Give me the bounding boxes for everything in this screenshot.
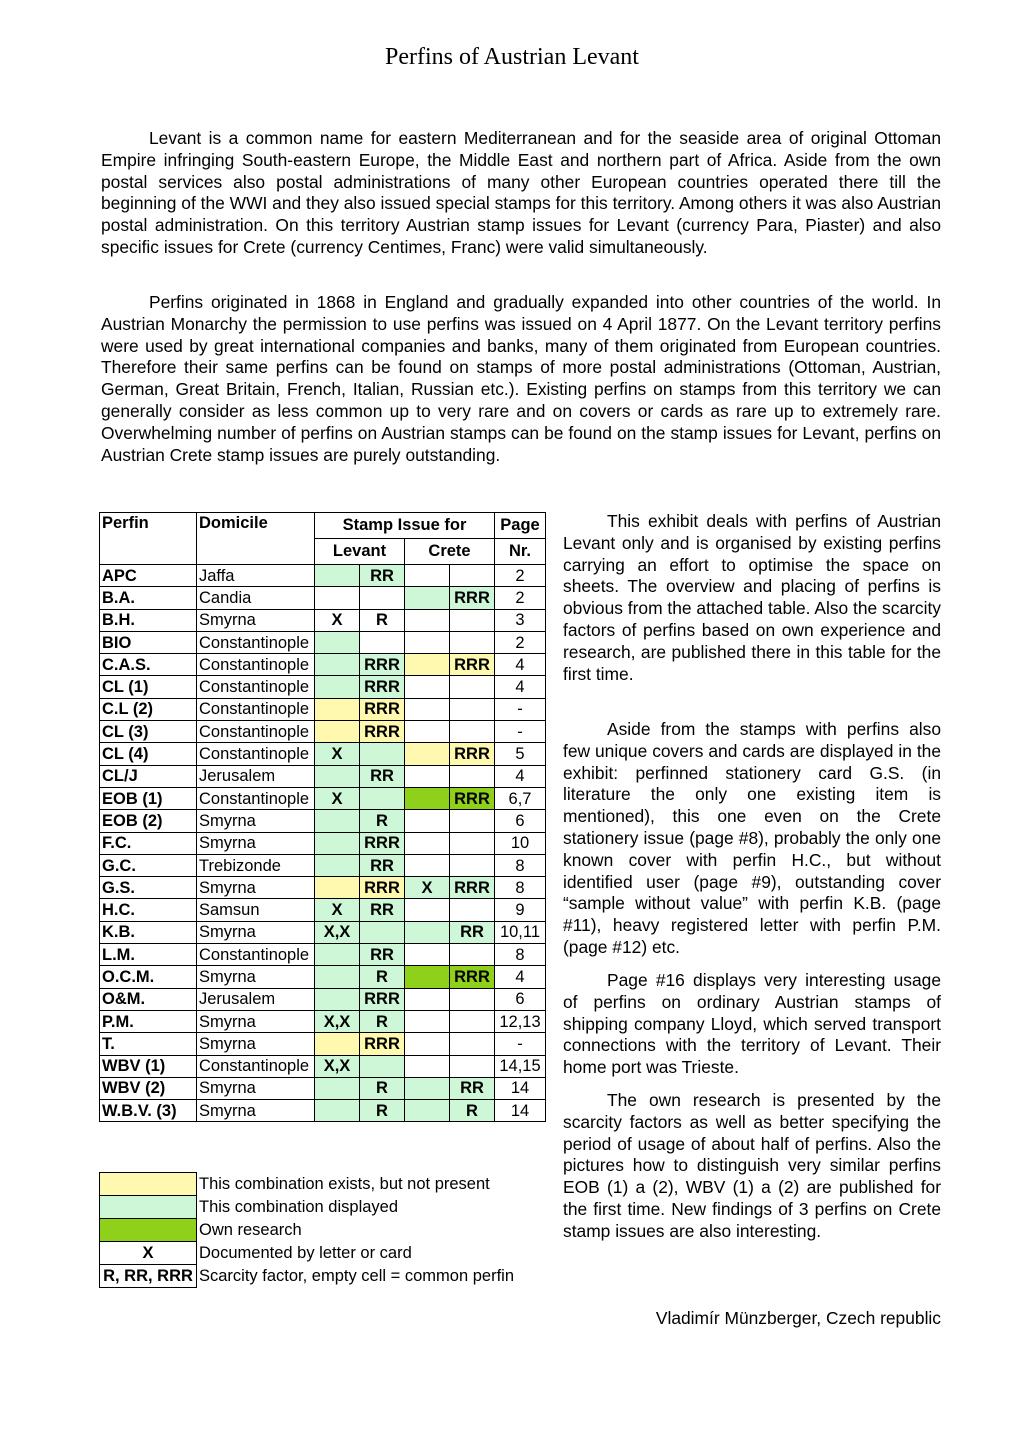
crete-cell bbox=[450, 565, 495, 587]
legend-label: This combination displayed bbox=[199, 1197, 399, 1216]
domicile-cell: Smyrna bbox=[197, 609, 315, 631]
header-page-nr: Nr. bbox=[495, 539, 546, 565]
domicile-cell: Smyrna bbox=[197, 921, 315, 943]
table-row bbox=[100, 765, 546, 787]
levant-cell: RR bbox=[360, 944, 405, 966]
page-cell: 14 bbox=[495, 1100, 546, 1122]
perfin-cell: K.B. bbox=[100, 921, 197, 943]
table-row bbox=[100, 966, 546, 988]
crete-cell bbox=[450, 631, 495, 653]
crete-cell bbox=[405, 944, 450, 966]
table-row bbox=[100, 631, 546, 653]
legend-swatch: R, RR, RRR bbox=[100, 1265, 197, 1288]
levant-cell bbox=[315, 587, 360, 609]
table-row bbox=[100, 832, 546, 854]
table-row bbox=[100, 787, 546, 809]
page-cell: 4 bbox=[495, 654, 546, 676]
levant-cell: RRR bbox=[360, 676, 405, 698]
levant-cell: RR bbox=[360, 899, 405, 921]
crete-cell: X bbox=[405, 877, 450, 899]
levant-cell: X bbox=[315, 899, 360, 921]
table-row bbox=[100, 743, 546, 765]
levant-cell: RRR bbox=[360, 721, 405, 743]
levant-cell: X,X bbox=[315, 1055, 360, 1077]
levant-cell bbox=[360, 587, 405, 609]
levant-cell bbox=[315, 1100, 360, 1122]
legend-row bbox=[100, 1173, 517, 1196]
table-row bbox=[100, 698, 546, 720]
levant-cell: X bbox=[315, 743, 360, 765]
table-row bbox=[100, 854, 546, 876]
crete-cell bbox=[405, 810, 450, 832]
levant-cell: X bbox=[315, 787, 360, 809]
crete-cell bbox=[405, 565, 450, 587]
perfins-table bbox=[99, 512, 546, 1122]
crete-cell bbox=[450, 676, 495, 698]
page-cell: 2 bbox=[495, 631, 546, 653]
domicile-cell: Smyrna bbox=[197, 966, 315, 988]
levant-cell bbox=[315, 877, 360, 899]
levant-cell: R bbox=[360, 609, 405, 631]
domicile-cell: Constantinople bbox=[197, 1055, 315, 1077]
levant-cell: RRR bbox=[360, 654, 405, 676]
levant-cell bbox=[315, 631, 360, 653]
table-row bbox=[100, 1077, 546, 1099]
header-levant: Levant bbox=[315, 539, 405, 565]
legend-row bbox=[100, 1265, 517, 1288]
page-cell: 2 bbox=[495, 587, 546, 609]
levant-cell bbox=[315, 654, 360, 676]
levant-cell bbox=[315, 721, 360, 743]
header-domicile: Domicile bbox=[197, 513, 315, 565]
levant-cell bbox=[315, 988, 360, 1010]
page-cell: 8 bbox=[495, 877, 546, 899]
levant-cell: RRR bbox=[360, 832, 405, 854]
levant-cell: RRR bbox=[360, 877, 405, 899]
perfin-cell: G.S. bbox=[100, 877, 197, 899]
crete-cell bbox=[405, 832, 450, 854]
right-paragraph-1: This exhibit deals with perfins of Austrian Levant only and is organised by existing perfins carrying an effort to optimise the space on sheets. The overview and placing of perfins is obvious from the attached table. Also the scarcity factors of perfins based on own experience and research, are published there in this table for the first time. bbox=[563, 511, 941, 684]
domicile-cell: Trebizonde bbox=[197, 854, 315, 876]
perfin-cell: B.A. bbox=[100, 587, 197, 609]
table-row bbox=[100, 721, 546, 743]
perfin-cell: WBV (2) bbox=[100, 1077, 197, 1099]
legend-swatch bbox=[100, 1173, 197, 1196]
crete-cell bbox=[405, 1010, 450, 1032]
levant-cell: R bbox=[360, 810, 405, 832]
intro-paragraph-2: Perfins originated in 1868 in England and gradually expanded into other countries of the world. In Austrian Monarchy the permission to use perfins was issued on 4 April 1877. On the Levant territory perfins were used by great international companies and banks, many of them originated from European countries. Therefore their same perfins can be found on stamps of more postal administrations (Ottoman, Austrian, German, Great Britain, French, Italian, Russian etc.). Existing perfins on stamps from this territory we can generally consider as less common up to very rare and on covers or cards as rare up to extremely rare. Overwhelming number of perfins on Austrian stamps can be found on the stamp issues for Levant, perfins on Austrian Crete stamp issues are purely outstanding. bbox=[101, 292, 941, 465]
perfin-cell: BIO bbox=[100, 631, 197, 653]
perfin-cell: B.H. bbox=[100, 609, 197, 631]
right-paragraph-3: Page #16 displays very interesting usage of perfins on ordinary Austrian stamps of shipping company Lloyd, which served transport connections with the territory of Levant. Their home port was Trieste. bbox=[563, 970, 941, 1078]
perfin-cell: W.B.V. (3) bbox=[100, 1100, 197, 1122]
domicile-cell: Smyrna bbox=[197, 810, 315, 832]
levant-cell: RR bbox=[360, 854, 405, 876]
perfin-cell: CL (4) bbox=[100, 743, 197, 765]
legend-row bbox=[100, 1196, 517, 1219]
crete-cell: RR bbox=[450, 921, 495, 943]
domicile-cell: Smyrna bbox=[197, 1100, 315, 1122]
table-row bbox=[100, 1010, 546, 1032]
levant-cell bbox=[360, 1055, 405, 1077]
crete-cell bbox=[450, 810, 495, 832]
levant-cell: RRR bbox=[360, 1033, 405, 1055]
table-row bbox=[100, 899, 546, 921]
crete-cell bbox=[450, 988, 495, 1010]
page-cell: - bbox=[495, 1033, 546, 1055]
legend-label: This combination exists, but not present bbox=[199, 1174, 490, 1193]
crete-cell: RRR bbox=[450, 787, 495, 809]
levant-cell: RRR bbox=[360, 988, 405, 1010]
table-row bbox=[100, 676, 546, 698]
domicile-cell: Smyrna bbox=[197, 832, 315, 854]
page-cell: - bbox=[495, 721, 546, 743]
domicile-cell: Smyrna bbox=[197, 1033, 315, 1055]
perfin-cell: WBV (1) bbox=[100, 1055, 197, 1077]
levant-cell bbox=[315, 966, 360, 988]
signature: Vladimír Münzberger, Czech republic bbox=[655, 1308, 941, 1328]
levant-cell bbox=[360, 631, 405, 653]
crete-cell bbox=[405, 743, 450, 765]
legend-row bbox=[100, 1242, 517, 1265]
crete-cell bbox=[450, 899, 495, 921]
domicile-cell: Smyrna bbox=[197, 1077, 315, 1099]
page-cell: 8 bbox=[495, 854, 546, 876]
legend-swatch: X bbox=[100, 1242, 197, 1265]
crete-cell bbox=[450, 854, 495, 876]
table-row bbox=[100, 944, 546, 966]
levant-cell: R bbox=[360, 966, 405, 988]
page-cell: - bbox=[495, 698, 546, 720]
crete-cell bbox=[405, 966, 450, 988]
table-row bbox=[100, 988, 546, 1010]
perfin-cell: P.M. bbox=[100, 1010, 197, 1032]
levant-cell bbox=[315, 1033, 360, 1055]
crete-cell bbox=[405, 721, 450, 743]
table-row bbox=[100, 1100, 546, 1122]
table-row bbox=[100, 654, 546, 676]
page-cell: 4 bbox=[495, 966, 546, 988]
crete-cell bbox=[450, 1010, 495, 1032]
levant-cell bbox=[315, 1077, 360, 1099]
levant-cell: RRR bbox=[360, 698, 405, 720]
levant-cell bbox=[315, 854, 360, 876]
page-cell: 5 bbox=[495, 743, 546, 765]
page-cell: 12,13 bbox=[495, 1010, 546, 1032]
legend-table bbox=[99, 1172, 517, 1288]
legend-label: Documented by letter or card bbox=[199, 1243, 412, 1262]
page-cell: 6 bbox=[495, 810, 546, 832]
crete-cell bbox=[405, 921, 450, 943]
perfin-cell: EOB (2) bbox=[100, 810, 197, 832]
domicile-cell: Constantinople bbox=[197, 721, 315, 743]
crete-cell bbox=[405, 787, 450, 809]
crete-cell bbox=[405, 631, 450, 653]
page-cell: 6 bbox=[495, 988, 546, 1010]
domicile-cell: Candia bbox=[197, 587, 315, 609]
perfin-cell: G.C. bbox=[100, 854, 197, 876]
levant-cell bbox=[315, 565, 360, 587]
crete-cell bbox=[405, 1055, 450, 1077]
crete-cell bbox=[405, 1100, 450, 1122]
crete-cell bbox=[405, 1077, 450, 1099]
domicile-cell: Jerusalem bbox=[197, 988, 315, 1010]
legend-swatch bbox=[100, 1219, 197, 1242]
levant-cell bbox=[360, 743, 405, 765]
crete-cell bbox=[405, 765, 450, 787]
table-row bbox=[100, 587, 546, 609]
perfin-cell: H.C. bbox=[100, 899, 197, 921]
crete-cell: RRR bbox=[450, 587, 495, 609]
table-row bbox=[100, 609, 546, 631]
perfin-cell: CL (3) bbox=[100, 721, 197, 743]
page-cell: 9 bbox=[495, 899, 546, 921]
header-crete: Crete bbox=[405, 539, 495, 565]
crete-cell: RR bbox=[450, 1077, 495, 1099]
crete-cell bbox=[450, 832, 495, 854]
page-cell: 14 bbox=[495, 1077, 546, 1099]
legend-label: Scarcity factor, empty cell = common perfin bbox=[199, 1266, 514, 1285]
crete-cell bbox=[405, 676, 450, 698]
table-row bbox=[100, 810, 546, 832]
levant-cell: X,X bbox=[315, 921, 360, 943]
crete-cell bbox=[450, 1033, 495, 1055]
levant-cell: X bbox=[315, 609, 360, 631]
domicile-cell: Smyrna bbox=[197, 1010, 315, 1032]
crete-cell bbox=[405, 698, 450, 720]
crete-cell: RRR bbox=[450, 877, 495, 899]
crete-cell: RRR bbox=[450, 654, 495, 676]
crete-cell: RRR bbox=[450, 966, 495, 988]
levant-cell bbox=[315, 944, 360, 966]
domicile-cell: Constantinople bbox=[197, 654, 315, 676]
page-title: Perfins of Austrian Levant bbox=[385, 44, 639, 70]
legend-row bbox=[100, 1219, 517, 1242]
table-row bbox=[100, 877, 546, 899]
domicile-cell: Jerusalem bbox=[197, 765, 315, 787]
perfin-cell: L.M. bbox=[100, 944, 197, 966]
levant-cell: X,X bbox=[315, 1010, 360, 1032]
perfin-cell: C.L (2) bbox=[100, 698, 197, 720]
header-perfin: Perfin bbox=[100, 513, 197, 565]
levant-cell: RR bbox=[360, 565, 405, 587]
page-cell: 10 bbox=[495, 832, 546, 854]
domicile-cell: Constantinople bbox=[197, 698, 315, 720]
domicile-cell: Jaffa bbox=[197, 565, 315, 587]
crete-cell bbox=[450, 609, 495, 631]
domicile-cell: Constantinople bbox=[197, 743, 315, 765]
levant-cell bbox=[315, 676, 360, 698]
domicile-cell: Constantinople bbox=[197, 787, 315, 809]
crete-cell bbox=[405, 609, 450, 631]
levant-cell: R bbox=[360, 1077, 405, 1099]
crete-cell bbox=[405, 854, 450, 876]
crete-cell bbox=[450, 765, 495, 787]
page-cell: 3 bbox=[495, 609, 546, 631]
perfin-cell: T. bbox=[100, 1033, 197, 1055]
levant-cell bbox=[360, 787, 405, 809]
table-row bbox=[100, 565, 546, 587]
crete-cell bbox=[405, 1033, 450, 1055]
perfin-cell: CL (1) bbox=[100, 676, 197, 698]
right-paragraph-2: Aside from the stamps with perfins also few unique covers and cards are displayed in the exhibit: perfinned stationery card G.S. (in literature the only one existing item is mentioned), this one even on the Crete stationery issue (page #8), probably the only one known cover with perfin H.C., but without identified user (page #9), outstanding cover “sample without value” with perfin K.B. (page #11), heavy registered letter with perfin P.M. (page #12) etc. bbox=[563, 719, 941, 957]
page-cell: 6,7 bbox=[495, 787, 546, 809]
page-cell: 2 bbox=[495, 565, 546, 587]
levant-cell bbox=[315, 698, 360, 720]
levant-cell bbox=[315, 810, 360, 832]
page-cell: 4 bbox=[495, 765, 546, 787]
table-row bbox=[100, 1055, 546, 1077]
perfin-cell: APC bbox=[100, 565, 197, 587]
levant-cell: R bbox=[360, 1100, 405, 1122]
crete-cell: R bbox=[450, 1100, 495, 1122]
crete-cell bbox=[405, 654, 450, 676]
crete-cell bbox=[405, 899, 450, 921]
page-cell: 8 bbox=[495, 944, 546, 966]
right-paragraph-4: The own research is presented by the scarcity factors as well as better specifying the period of usage of about half of perfins. Also the pictures how to distinguish very similar perfins EOB (1) a (2), WBV (1) a (2) are published for the first time. New findings of 3 perfins on Crete stamp issues are also interesting. bbox=[563, 1090, 941, 1241]
crete-cell bbox=[450, 721, 495, 743]
table-row bbox=[100, 1033, 546, 1055]
perfin-cell: O.C.M. bbox=[100, 966, 197, 988]
perfin-cell: CL/J bbox=[100, 765, 197, 787]
levant-cell bbox=[315, 765, 360, 787]
domicile-cell: Smyrna bbox=[197, 877, 315, 899]
crete-cell bbox=[450, 944, 495, 966]
page-cell: 10,11 bbox=[495, 921, 546, 943]
perfin-cell: EOB (1) bbox=[100, 787, 197, 809]
levant-cell bbox=[360, 921, 405, 943]
levant-cell: RR bbox=[360, 765, 405, 787]
perfin-cell: F.C. bbox=[100, 832, 197, 854]
crete-cell bbox=[450, 698, 495, 720]
crete-cell bbox=[450, 1055, 495, 1077]
page-cell: 14,15 bbox=[495, 1055, 546, 1077]
levant-cell bbox=[315, 832, 360, 854]
table-row bbox=[100, 921, 546, 943]
legend-swatch bbox=[100, 1196, 197, 1219]
crete-cell bbox=[405, 587, 450, 609]
intro-paragraph-1: Levant is a common name for eastern Mediterranean and for the seaside area of original Ottoman Empire infringing South-eastern Europe, the Middle East and northern part of Africa. Aside from the own postal services also postal administrations of many other European countries operated there till the beginning of the WWI and they also issued special stamps for this territory. Among others it was also Austrian postal administration. On this territory Austrian stamp issues for Levant (currency Para, Piaster) and also specific issues for Crete (currency Centimes, Franc) were valid simultaneously. bbox=[101, 128, 941, 257]
domicile-cell: Constantinople bbox=[197, 631, 315, 653]
domicile-cell: Constantinople bbox=[197, 676, 315, 698]
header-stamp-issue: Stamp Issue for bbox=[315, 513, 495, 539]
perfin-cell: C.A.S. bbox=[100, 654, 197, 676]
domicile-cell: Constantinople bbox=[197, 944, 315, 966]
header-page: Page bbox=[495, 513, 546, 539]
domicile-cell: Samsun bbox=[197, 899, 315, 921]
page-cell: 4 bbox=[495, 676, 546, 698]
legend-label: Own research bbox=[199, 1220, 302, 1239]
crete-cell: RRR bbox=[450, 743, 495, 765]
perfin-cell: O&M. bbox=[100, 988, 197, 1010]
crete-cell bbox=[405, 988, 450, 1010]
levant-cell: R bbox=[360, 1010, 405, 1032]
